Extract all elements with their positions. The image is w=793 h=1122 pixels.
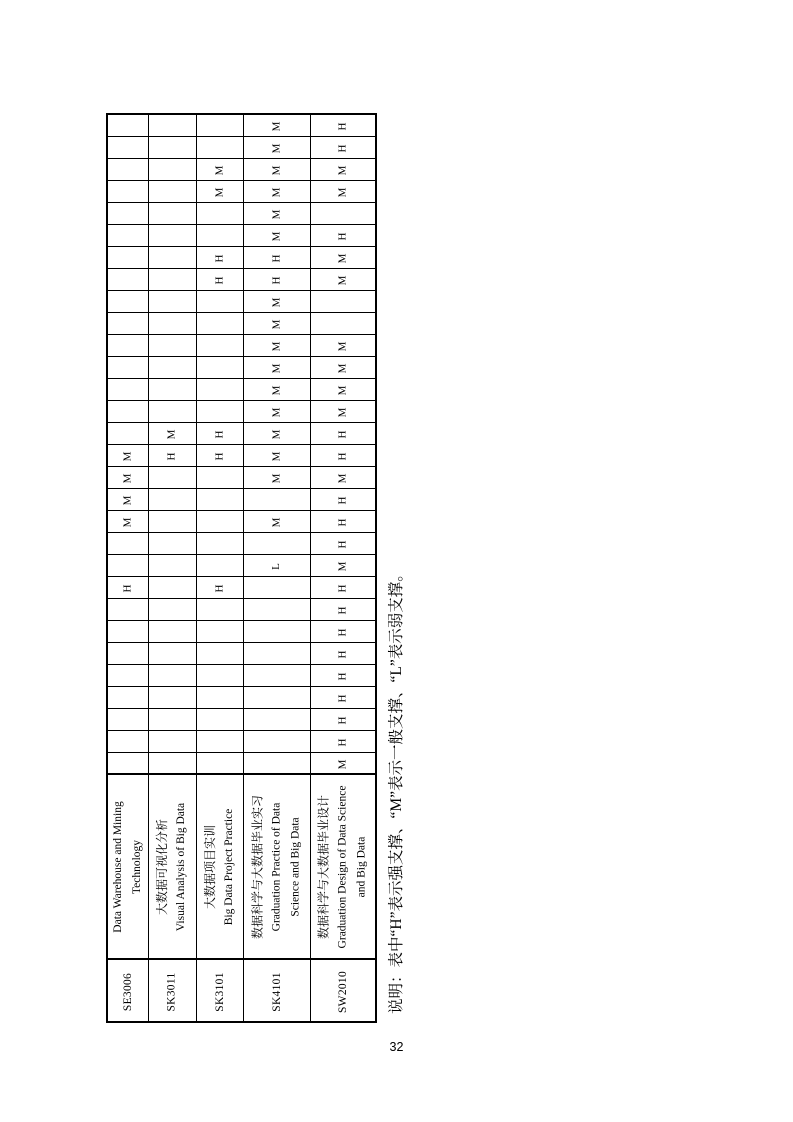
support-level-value: M xyxy=(336,407,349,418)
matrix-cell xyxy=(107,114,148,136)
matrix-cell xyxy=(196,180,243,202)
course-id: SK3101 xyxy=(213,971,226,1012)
support-level-value: H xyxy=(336,232,349,241)
matrix-cell xyxy=(148,642,196,664)
matrix-cell xyxy=(148,576,196,598)
matrix-cell xyxy=(107,642,148,664)
course-id: SW2010 xyxy=(336,970,349,1013)
matrix-cell xyxy=(107,686,148,708)
matrix-cell xyxy=(107,466,148,488)
matrix-cell xyxy=(243,466,310,488)
support-level-value: M xyxy=(213,165,225,176)
matrix-cell xyxy=(243,246,310,268)
matrix-cell xyxy=(196,664,243,686)
matrix-cell xyxy=(148,224,196,246)
matrix-cell xyxy=(243,708,310,730)
support-level-value: M xyxy=(213,187,225,198)
matrix-row xyxy=(107,136,376,158)
support-level-value: M xyxy=(270,187,282,198)
matrix-cell xyxy=(243,268,310,290)
matrix-cell xyxy=(107,730,148,752)
course-name xyxy=(153,775,191,959)
matrix-cell xyxy=(310,554,376,576)
matrix-row xyxy=(107,664,376,686)
matrix-cell xyxy=(148,532,196,554)
matrix-cell xyxy=(107,664,148,686)
matrix-cell xyxy=(196,466,243,488)
matrix-row xyxy=(107,378,376,400)
matrix-cell xyxy=(148,202,196,224)
support-level-value: M xyxy=(270,517,282,528)
matrix-cell xyxy=(310,686,376,708)
support-level-value: M xyxy=(270,451,282,462)
course-name-line: Science and Big Data xyxy=(289,816,301,917)
matrix-row xyxy=(107,158,376,180)
matrix-cell xyxy=(107,158,148,180)
matrix-cell xyxy=(196,334,243,356)
matrix-cell xyxy=(148,752,196,774)
matrix-row xyxy=(107,334,376,356)
matrix-cell xyxy=(107,576,148,598)
support-level-value: H xyxy=(121,584,134,593)
matrix-row xyxy=(107,752,376,774)
matrix-cell xyxy=(243,444,310,466)
matrix-cell xyxy=(243,752,310,774)
matrix-row xyxy=(107,246,376,268)
matrix-cell xyxy=(243,180,310,202)
matrix-cell xyxy=(148,378,196,400)
support-level-value: H xyxy=(336,452,349,461)
matrix-cell xyxy=(243,114,310,136)
matrix-cell xyxy=(310,422,376,444)
matrix-cell xyxy=(196,686,243,708)
support-level-value: M xyxy=(165,429,178,440)
matrix-cell xyxy=(243,488,310,510)
support-level-value: H xyxy=(212,430,225,439)
matrix-cell xyxy=(243,686,310,708)
matrix-cell xyxy=(196,224,243,246)
support-level-value: H xyxy=(165,452,178,461)
support-level-value: H xyxy=(336,628,349,637)
matrix-cell xyxy=(148,356,196,378)
support-level-value: M xyxy=(336,341,349,352)
course-name-line: Data Warehouse and Mining xyxy=(111,800,124,933)
matrix-cell xyxy=(107,202,148,224)
matrix-cell xyxy=(243,730,310,752)
page-number: 32 xyxy=(389,1040,404,1054)
matrix-row xyxy=(107,576,376,598)
matrix-cell xyxy=(310,444,376,466)
course-name-line: and Big Data xyxy=(355,836,368,897)
matrix-cell xyxy=(310,334,376,356)
matrix-cell xyxy=(107,422,148,444)
course-name-cell xyxy=(107,774,148,959)
matrix-cell xyxy=(243,158,310,180)
matrix-cell xyxy=(148,290,196,312)
matrix-row xyxy=(107,290,376,312)
matrix-cell xyxy=(107,554,148,576)
support-level-value: M xyxy=(121,495,134,506)
matrix-cell xyxy=(196,312,243,334)
support-level-value: H xyxy=(336,496,349,505)
support-level-value: H xyxy=(269,276,282,285)
matrix-cell xyxy=(310,290,376,312)
support-level-value: M xyxy=(270,363,282,374)
matrix-row xyxy=(107,356,376,378)
matrix-cell xyxy=(196,136,243,158)
course-name-line: 数据科学与大数据毕业设计 xyxy=(316,794,331,939)
course-name-cell xyxy=(243,774,310,959)
support-level-value: H xyxy=(336,694,349,703)
matrix-cell xyxy=(310,114,376,136)
matrix-cell xyxy=(196,290,243,312)
matrix-cell xyxy=(243,554,310,576)
support-level-value: M xyxy=(336,253,349,264)
course-name xyxy=(109,775,147,959)
matrix-cell xyxy=(148,400,196,422)
matrix-cell xyxy=(310,268,376,290)
matrix-cell xyxy=(243,224,310,246)
matrix-cell xyxy=(196,114,243,136)
matrix-cell xyxy=(148,180,196,202)
matrix-cell xyxy=(107,312,148,334)
matrix-cell xyxy=(107,378,148,400)
matrix-cell xyxy=(243,136,310,158)
support-level-value: H xyxy=(336,738,349,747)
matrix-row xyxy=(107,400,376,422)
matrix-cell xyxy=(107,246,148,268)
matrix-cell xyxy=(196,730,243,752)
matrix-row xyxy=(107,444,376,466)
support-level-value: H xyxy=(336,144,349,153)
matrix-cell xyxy=(196,532,243,554)
support-level-value: M xyxy=(270,341,282,352)
support-level-value: H xyxy=(212,254,225,263)
matrix-row xyxy=(107,422,376,444)
matrix-cell xyxy=(107,290,148,312)
matrix-cell xyxy=(243,312,310,334)
matrix-cell xyxy=(148,312,196,334)
matrix-cell xyxy=(310,488,376,510)
matrix-cell xyxy=(107,510,148,532)
support-level-value: M xyxy=(336,363,349,374)
matrix-cell xyxy=(107,180,148,202)
matrix-row xyxy=(107,532,376,554)
matrix-cell xyxy=(196,422,243,444)
matrix-cell xyxy=(107,620,148,642)
course-id: SK3011 xyxy=(165,971,178,1012)
support-level-value: M xyxy=(270,429,282,440)
course-id-cell xyxy=(107,959,148,1022)
matrix-row xyxy=(107,554,376,576)
matrix-row xyxy=(107,620,376,642)
support-grid xyxy=(107,114,376,774)
matrix-cell xyxy=(148,620,196,642)
matrix-cell xyxy=(243,510,310,532)
matrix-cell xyxy=(243,664,310,686)
matrix-cell xyxy=(310,620,376,642)
matrix-cell xyxy=(310,532,376,554)
matrix-cell xyxy=(310,400,376,422)
matrix-cell xyxy=(310,356,376,378)
support-level-value: H xyxy=(336,584,349,593)
course-name-line: Big Data Project Practice xyxy=(222,808,235,925)
matrix-row xyxy=(107,730,376,752)
matrix-cell xyxy=(196,708,243,730)
matrix-cell xyxy=(196,510,243,532)
support-level-value: M xyxy=(270,231,282,242)
matrix-cell xyxy=(196,642,243,664)
support-level-value: M xyxy=(270,473,282,484)
support-level-value: H xyxy=(336,122,349,131)
support-level-value: M xyxy=(336,385,349,396)
matrix-cell xyxy=(148,136,196,158)
matrix-row xyxy=(107,202,376,224)
course-id-cell xyxy=(243,959,310,1022)
matrix-cell xyxy=(196,246,243,268)
matrix-cell xyxy=(310,246,376,268)
support-level-value: H xyxy=(336,540,349,549)
matrix-cell xyxy=(310,180,376,202)
matrix-cell xyxy=(196,356,243,378)
support-level-value: H xyxy=(336,650,349,659)
matrix-row xyxy=(107,642,376,664)
matrix-cell xyxy=(310,158,376,180)
matrix-cell xyxy=(310,576,376,598)
course-name-line: 数据科学与大数据毕业实习 xyxy=(250,794,264,939)
matrix-cell xyxy=(107,752,148,774)
matrix-cell xyxy=(243,532,310,554)
matrix-cell xyxy=(148,554,196,576)
matrix-cell xyxy=(148,598,196,620)
matrix-cell xyxy=(196,554,243,576)
matrix-cell xyxy=(310,224,376,246)
support-level-value: M xyxy=(270,209,282,220)
matrix-cell xyxy=(196,268,243,290)
support-level-value: H xyxy=(212,584,225,593)
course-id: SE3006 xyxy=(121,972,134,1011)
matrix-cell xyxy=(243,378,310,400)
matrix-cell xyxy=(243,620,310,642)
matrix-cell xyxy=(148,466,196,488)
support-level-value: M xyxy=(270,143,282,154)
matrix-cell xyxy=(196,378,243,400)
matrix-cell xyxy=(310,312,376,334)
matrix-cell xyxy=(107,532,148,554)
matrix-cell xyxy=(148,422,196,444)
support-level-value: M xyxy=(336,473,349,484)
matrix-cell xyxy=(148,730,196,752)
course-support-matrix-table xyxy=(106,113,377,1023)
course-name xyxy=(248,775,305,959)
matrix-cell xyxy=(107,224,148,246)
matrix-cell xyxy=(310,664,376,686)
matrix-cell xyxy=(148,334,196,356)
matrix-cell xyxy=(243,598,310,620)
matrix-row xyxy=(107,510,376,532)
course-name-row xyxy=(107,774,376,959)
matrix-cell xyxy=(196,158,243,180)
matrix-cell xyxy=(196,488,243,510)
matrix-cell xyxy=(196,752,243,774)
support-level-value: H xyxy=(212,452,225,461)
support-level-value: M xyxy=(270,385,282,396)
matrix-cell xyxy=(243,356,310,378)
course-id-cell xyxy=(196,959,243,1022)
matrix-cell xyxy=(196,576,243,598)
matrix-cell xyxy=(148,246,196,268)
course-name-cell xyxy=(196,774,243,959)
matrix-cell xyxy=(148,114,196,136)
matrix-cell xyxy=(148,158,196,180)
course-id-cell xyxy=(310,959,376,1022)
support-level-value: H xyxy=(336,430,349,439)
matrix-row xyxy=(107,686,376,708)
support-level-value: M xyxy=(336,759,349,770)
matrix-cell xyxy=(148,444,196,466)
matrix-row xyxy=(107,488,376,510)
course-name-line: Graduation Practice of Data xyxy=(270,802,282,931)
course-id-row xyxy=(107,959,376,1022)
course-name-line: 大数据项目实训 xyxy=(202,824,217,909)
matrix-cell xyxy=(310,642,376,664)
course-name-line: Visual Analysis of Big Data xyxy=(175,802,187,931)
matrix-cell xyxy=(148,510,196,532)
matrix-cell xyxy=(310,466,376,488)
matrix-cell xyxy=(310,752,376,774)
course-name-line: Technology xyxy=(130,839,143,894)
matrix-cell xyxy=(107,356,148,378)
matrix-cell xyxy=(310,730,376,752)
support-level-value: H xyxy=(212,276,225,285)
matrix-row xyxy=(107,708,376,730)
matrix-cell xyxy=(243,334,310,356)
table-legend-note: 说明：表中“H”表示强支撑、“M”表示一般支撑、“L”表示弱支撑。 xyxy=(388,566,405,1014)
matrix-cell xyxy=(196,598,243,620)
course-id-cell xyxy=(148,959,196,1022)
support-level-value: M xyxy=(336,561,349,572)
course-name-line: 大数据可视化分析 xyxy=(155,818,169,915)
support-level-value: M xyxy=(270,407,282,418)
matrix-cell xyxy=(243,642,310,664)
matrix-cell xyxy=(107,400,148,422)
matrix-cell xyxy=(310,598,376,620)
support-level-value: H xyxy=(336,716,349,725)
matrix-cell xyxy=(196,444,243,466)
matrix-cell xyxy=(107,268,148,290)
matrix-cell xyxy=(310,510,376,532)
course-name-cell xyxy=(148,774,196,959)
support-level-value: H xyxy=(336,606,349,615)
matrix-cell xyxy=(107,488,148,510)
support-level-value: L xyxy=(269,563,282,570)
support-level-value: M xyxy=(121,517,134,528)
matrix-cell xyxy=(243,400,310,422)
matrix-row xyxy=(107,224,376,246)
support-level-value: M xyxy=(336,187,349,198)
support-level-value: M xyxy=(336,165,349,176)
matrix-row xyxy=(107,466,376,488)
matrix-cell xyxy=(196,400,243,422)
support-level-value: M xyxy=(270,319,282,330)
matrix-cell xyxy=(107,334,148,356)
matrix-cell xyxy=(148,708,196,730)
matrix-cell xyxy=(243,422,310,444)
support-level-value: H xyxy=(269,254,282,263)
matrix-row xyxy=(107,114,376,136)
support-level-value: M xyxy=(121,473,134,484)
course-name-cell xyxy=(310,774,376,959)
support-level-value: M xyxy=(270,297,282,308)
matrix-row xyxy=(107,312,376,334)
matrix-cell xyxy=(243,290,310,312)
matrix-cell xyxy=(148,664,196,686)
matrix-cell xyxy=(310,708,376,730)
matrix-cell xyxy=(310,136,376,158)
matrix-cell xyxy=(107,598,148,620)
matrix-cell xyxy=(196,202,243,224)
matrix-row xyxy=(107,180,376,202)
matrix-cell xyxy=(107,708,148,730)
support-level-value: M xyxy=(270,121,282,132)
matrix-cell xyxy=(148,488,196,510)
support-level-value: H xyxy=(336,672,349,681)
support-level-value: H xyxy=(336,518,349,527)
matrix-cell xyxy=(243,202,310,224)
matrix-cell xyxy=(148,686,196,708)
course-id: SK4101 xyxy=(270,971,283,1012)
matrix-row xyxy=(107,598,376,620)
support-level-value: M xyxy=(121,451,134,462)
matrix-cell xyxy=(107,444,148,466)
course-name-line: Graduation Design of Data Science xyxy=(336,785,349,948)
matrix-cell xyxy=(196,620,243,642)
support-level-value: M xyxy=(336,275,349,286)
matrix-cell xyxy=(243,576,310,598)
support-level-value: M xyxy=(270,165,282,176)
matrix-row xyxy=(107,268,376,290)
course-name xyxy=(201,775,239,959)
matrix-cell xyxy=(310,378,376,400)
matrix-cell xyxy=(310,202,376,224)
matrix-cell xyxy=(148,268,196,290)
course-name xyxy=(314,775,371,959)
matrix-cell xyxy=(107,136,148,158)
